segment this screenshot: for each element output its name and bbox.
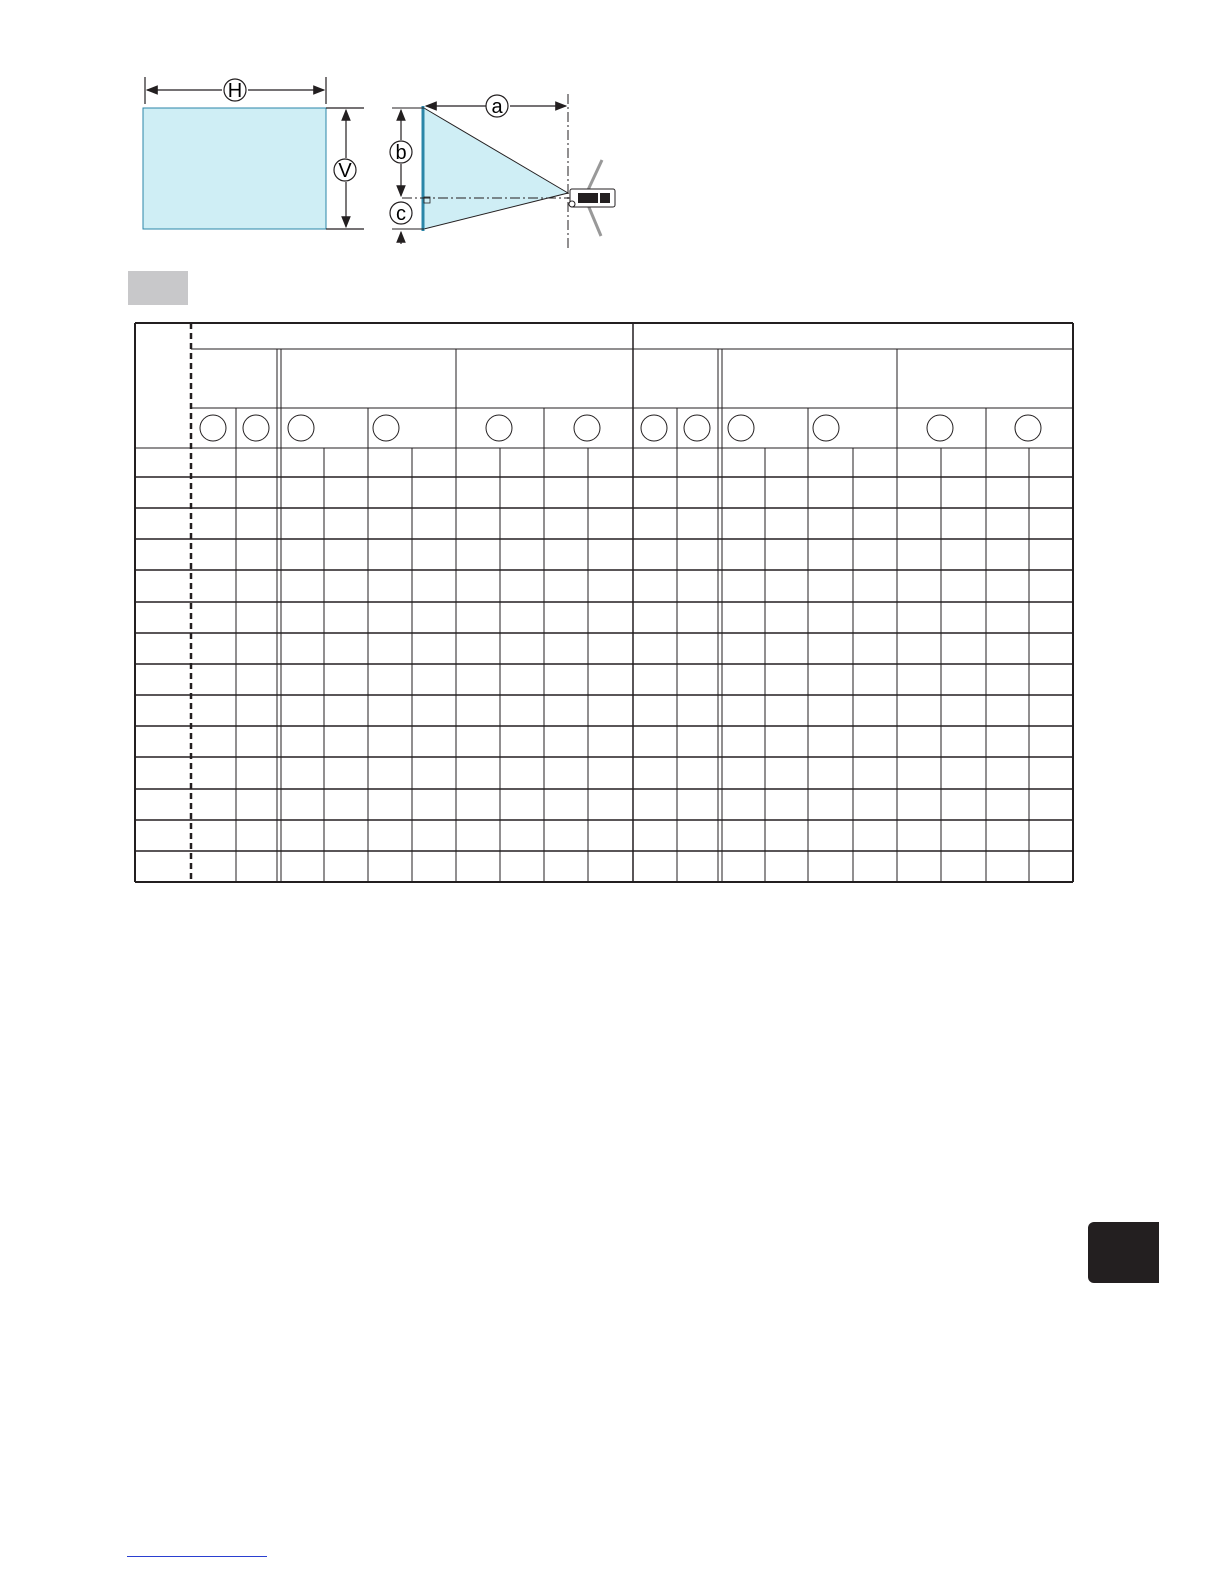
header-symbol-circle: [684, 415, 710, 441]
header-symbol-circle: [813, 415, 839, 441]
a-label: a: [491, 96, 503, 118]
header-symbol-circle: [574, 415, 600, 441]
c-label: c: [396, 203, 406, 225]
b-label: b: [395, 142, 407, 164]
header-symbol-circle: [243, 415, 269, 441]
side-tab: [1088, 1222, 1159, 1283]
v-label: V: [338, 160, 352, 182]
header-symbol-circle: [1015, 415, 1041, 441]
header-symbol-circle: [927, 415, 953, 441]
header-symbol-circle: [486, 415, 512, 441]
header-symbol-circle: [288, 415, 314, 441]
header-symbol-circle: [641, 415, 667, 441]
header-symbol-circle: [200, 415, 226, 441]
header-symbol-circle: [373, 415, 399, 441]
h-label: H: [227, 80, 243, 102]
footer-link[interactable]: [127, 1556, 267, 1557]
header-symbol-circle: [728, 415, 754, 441]
